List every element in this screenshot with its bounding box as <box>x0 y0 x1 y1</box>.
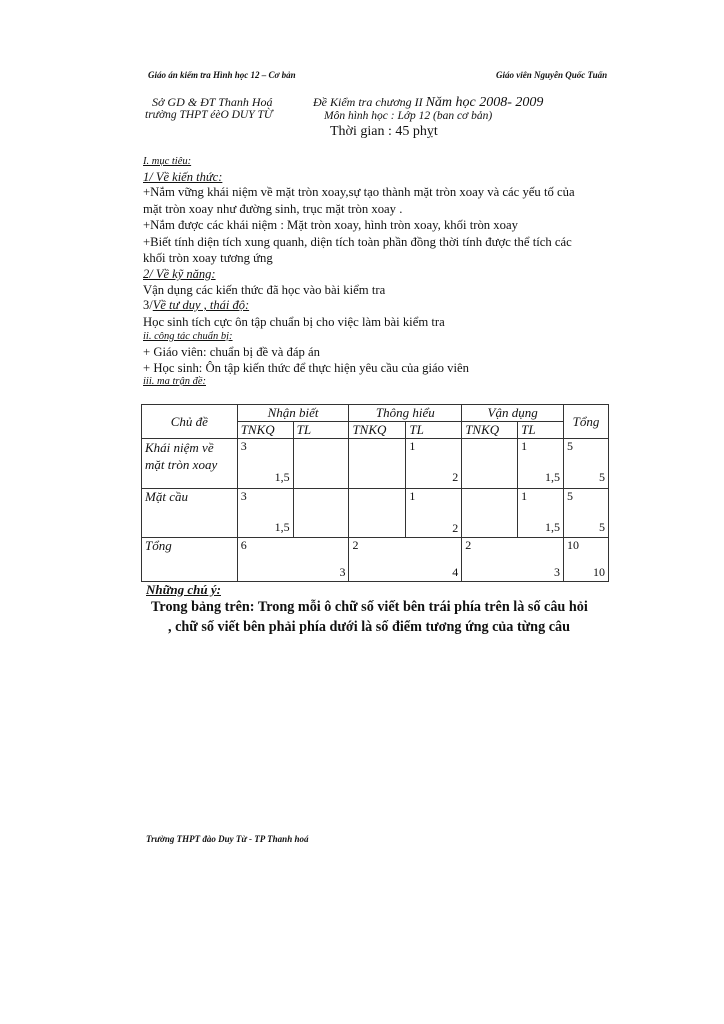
point-value: 1,5 <box>545 470 560 484</box>
point-value: 5 <box>599 470 605 484</box>
attitude-heading <box>143 298 249 313</box>
table-row <box>142 439 609 489</box>
knowledge-item-1b: mặt tròn xoay như đường sinh, trục mặt tròn xoay . <box>143 202 403 216</box>
subheader-mc: TNKQ <box>237 422 293 439</box>
header-apply: Vận dụng <box>462 405 564 422</box>
cell <box>564 439 609 489</box>
question-count: 3 <box>240 439 247 453</box>
knowledge-heading: 1/ Về kiến thức: <box>143 170 223 184</box>
table-row <box>142 538 609 582</box>
department-name: Sở GD & ĐT Thanh Hoá <box>152 95 273 109</box>
school-year: Năm học 2008- 2009 <box>425 95 544 110</box>
header-total: Tổng <box>564 405 609 439</box>
question-count: 5 <box>567 489 573 503</box>
point-value: 1,5 <box>274 470 290 484</box>
row-label: Tổng <box>142 538 238 582</box>
subheader-mc: TNKQ <box>349 422 406 439</box>
question-count: 1 <box>521 439 528 453</box>
question-count: 1 <box>409 489 416 503</box>
cell <box>564 489 609 538</box>
subject-line: Môn hình học : Lớp 12 (ban cơ bản) <box>324 110 493 122</box>
cell <box>237 439 293 489</box>
knowledge-item-1a: +Nắm vững khái niệm về mặt tròn xoay,sự tạo thành mặt tròn xoay và các yếu tố của <box>143 185 575 199</box>
school-name: trường THPT éèO DUY TỪ <box>145 109 273 121</box>
note-line-2: , chữ số viết bên phải phía dưới là số điểm tương ứng của từng câu <box>168 619 570 635</box>
cell <box>406 489 462 538</box>
prep-item-student: + Học sinh: Ôn tập kiến thức để thực hiện yêu cầu của giáo viên <box>143 361 470 375</box>
row-label: Khái niệm về mặt tròn xoay <box>142 439 238 489</box>
attitude-number: 3/ <box>143 298 153 312</box>
cell <box>518 439 564 489</box>
cell <box>406 439 462 489</box>
attitude-title: Về tư duy , thái độ: <box>152 298 250 312</box>
knowledge-item-3b: khối tròn xoay tương ứng <box>143 251 273 265</box>
header-topic: Chủ đề <box>142 405 238 439</box>
exam-name: Đề Kiểm tra chương II <box>313 95 423 109</box>
question-count: 5 <box>567 439 573 453</box>
exam-title <box>313 95 543 111</box>
subheader-tl: TL <box>293 422 349 439</box>
note-title: Những chú ý: <box>146 582 221 597</box>
question-count: 3 <box>240 489 247 503</box>
point-value: 2 <box>452 521 459 535</box>
cell <box>518 489 564 538</box>
subheader-tl: TL <box>518 422 564 439</box>
point-value: 4 <box>452 565 459 579</box>
header-right: Giáo viên Nguyễn Quốc Tuấn <box>496 70 608 80</box>
knowledge-item-2: +Nắm được các khái niệm : Mặt tròn xoay, hình tròn xoay, khối tròn xoay <box>143 218 518 232</box>
knowledge-item-3a: +Biết tính diện tích xung quanh, diện tích toàn phần đồng thời tính được thể tích các <box>143 235 572 249</box>
point-value: 3 <box>339 565 346 579</box>
subheader-mc: TNKQ <box>462 422 518 439</box>
cell <box>462 489 518 538</box>
page-footer: Trường THPT đào Duy Từ - TP Thanh hoá <box>146 834 309 844</box>
skills-item: Vận dụng các kiến thức đã học vào bài kiểm tra <box>143 283 386 297</box>
prep-item-teacher: + Giáo viên: chuẩn bị đề và đáp án <box>143 345 320 359</box>
question-count: 1 <box>409 439 416 453</box>
objectives-heading: I. mục tiêu: <box>143 156 192 167</box>
cell <box>293 439 349 489</box>
question-count: 10 <box>567 538 579 552</box>
attitude-item: Học sinh tích cực ôn tập chuẩn bị cho việc làm bài kiểm tra <box>143 315 445 329</box>
question-count: 2 <box>465 538 472 552</box>
cell <box>462 439 518 489</box>
header-understand: Thông hiểu <box>349 405 462 422</box>
skills-heading: 2/ Về kỹ năng: <box>143 267 216 281</box>
cell <box>564 538 609 582</box>
point-value: 5 <box>599 520 605 534</box>
row-label: Mặt cầu <box>142 489 238 538</box>
subheader-tl: TL <box>406 422 462 439</box>
point-value: 1,5 <box>274 520 290 534</box>
header-recognize: Nhận biết <box>237 405 349 422</box>
cell <box>293 489 349 538</box>
cell <box>237 538 349 582</box>
table-row <box>142 489 609 538</box>
preparation-heading: ii. công tác chuẩn bị: <box>143 331 233 342</box>
cell <box>237 489 293 538</box>
point-value: 10 <box>593 565 605 579</box>
note-line-1: Trong bảng trên: Trong mỗi ô chữ số viết bên trái phía trên là số câu hỏi <box>151 599 588 615</box>
matrix-heading: iii. ma trận đề: <box>143 376 206 387</box>
cell <box>349 439 406 489</box>
question-count: 6 <box>240 538 247 552</box>
question-count: 2 <box>352 538 359 552</box>
question-count: 1 <box>521 489 528 503</box>
point-value: 1,5 <box>545 520 560 534</box>
point-value: 2 <box>452 470 459 484</box>
point-value: 3 <box>554 565 560 579</box>
cell <box>349 538 462 582</box>
header-left: Giáo án kiểm tra Hình học 12 – Cơ bản <box>148 70 296 80</box>
cell <box>462 538 564 582</box>
cell <box>349 489 406 538</box>
exam-matrix-table <box>141 404 609 582</box>
exam-duration: Thời gian : 45 phỵt <box>330 124 438 139</box>
